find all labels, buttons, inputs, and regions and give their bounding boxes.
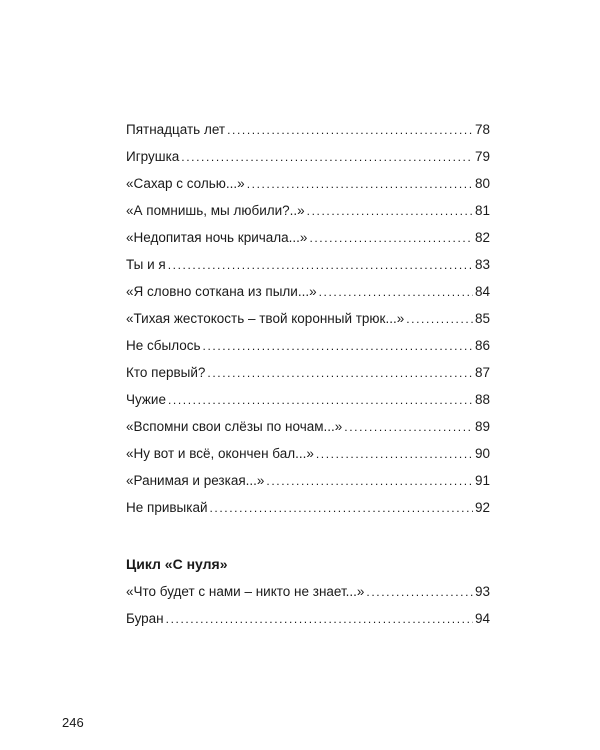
toc-entry-page: 88 xyxy=(474,392,490,407)
toc-leader-dots xyxy=(247,171,473,198)
section-title: Цикл «С нуля» xyxy=(126,556,228,572)
toc-entry-page: 94 xyxy=(474,611,490,626)
toc-entry xyxy=(126,440,490,467)
toc-entry-title: Игрушка xyxy=(126,149,180,164)
toc-entry-page: 92 xyxy=(474,500,490,515)
toc-entry-title: Ты и я xyxy=(126,257,166,272)
toc-entry xyxy=(126,224,490,251)
toc-entry-page: 86 xyxy=(474,338,490,353)
toc-entry-title: «Сахар с солью...» xyxy=(126,176,245,191)
toc-entry-page: 90 xyxy=(474,446,490,461)
toc-entry-page: 84 xyxy=(474,284,490,299)
toc-entry xyxy=(126,578,490,605)
toc-entry-title: Пятнадцать лет xyxy=(126,122,226,137)
toc-leader-dots xyxy=(406,306,473,333)
toc-leader-dots xyxy=(307,198,473,225)
toc-leader-dots xyxy=(319,279,473,306)
toc-leader-dots xyxy=(207,360,473,387)
toc-entry-title: «Вспомни свои слёзы по ночам...» xyxy=(126,419,343,434)
toc-entry-page: 91 xyxy=(474,473,490,488)
toc-entry xyxy=(126,278,490,305)
toc-entry-page: 81 xyxy=(474,203,490,218)
toc-entry-title: «Недопитая ночь кричала...» xyxy=(126,230,308,245)
toc-leader-dots xyxy=(168,387,473,414)
toc-entry-page: 82 xyxy=(474,230,490,245)
toc-leader-dots xyxy=(309,225,473,252)
toc-entry xyxy=(126,305,490,332)
toc-entry xyxy=(126,116,490,143)
toc-entry xyxy=(126,332,490,359)
toc-entry-page: 87 xyxy=(474,365,490,380)
toc-entry-title: Буран xyxy=(126,611,164,626)
toc-entry xyxy=(126,467,490,494)
toc-entry-page: 83 xyxy=(474,257,490,272)
section-contents xyxy=(126,578,490,632)
toc-leader-dots xyxy=(316,441,473,468)
toc-entry-page: 89 xyxy=(474,419,490,434)
toc-entry xyxy=(126,359,490,386)
toc-leader-dots xyxy=(166,606,473,633)
page-number: 246 xyxy=(62,715,84,730)
toc-entry-title: «Я словно соткана из пыли...» xyxy=(126,284,317,299)
toc-leader-dots xyxy=(203,333,473,360)
toc-leader-dots xyxy=(210,495,473,522)
toc-entry xyxy=(126,197,490,224)
toc-entry-page: 78 xyxy=(474,122,490,137)
toc-leader-dots xyxy=(227,117,473,144)
toc-leader-dots xyxy=(266,468,473,495)
toc-entry xyxy=(126,386,490,413)
toc-entry-title: «Ну вот и всё, окончен бал...» xyxy=(126,446,314,461)
toc-entry xyxy=(126,251,490,278)
toc-entry xyxy=(126,170,490,197)
toc-entry-page: 79 xyxy=(474,149,490,164)
table-of-contents xyxy=(126,116,490,521)
toc-leader-dots xyxy=(366,579,473,606)
toc-leader-dots xyxy=(344,414,473,441)
toc-leader-dots xyxy=(168,252,473,279)
toc-entry-title: «А помнишь, мы любили?..» xyxy=(126,203,305,218)
toc-entry-title: «Ранимая и резкая...» xyxy=(126,473,265,488)
toc-entry xyxy=(126,143,490,170)
toc-entry xyxy=(126,413,490,440)
toc-entry-title: «Тихая жестокость – твой коронный трюк...» xyxy=(126,311,405,326)
toc-entry-page: 85 xyxy=(474,311,490,326)
toc-entry-page: 80 xyxy=(474,176,490,191)
toc-entry-title: «Что будет с нами – никто не знает...» xyxy=(126,584,365,599)
toc-entry-title: Не сбылось xyxy=(126,338,201,353)
toc-entry xyxy=(126,605,490,632)
toc-leader-dots xyxy=(181,144,473,171)
toc-entry xyxy=(126,494,490,521)
toc-entry-title: Не привыкай xyxy=(126,500,208,515)
toc-entry-title: Чужие xyxy=(126,392,166,407)
toc-entry-page: 93 xyxy=(474,584,490,599)
toc-entry-title: Кто первый? xyxy=(126,365,206,380)
